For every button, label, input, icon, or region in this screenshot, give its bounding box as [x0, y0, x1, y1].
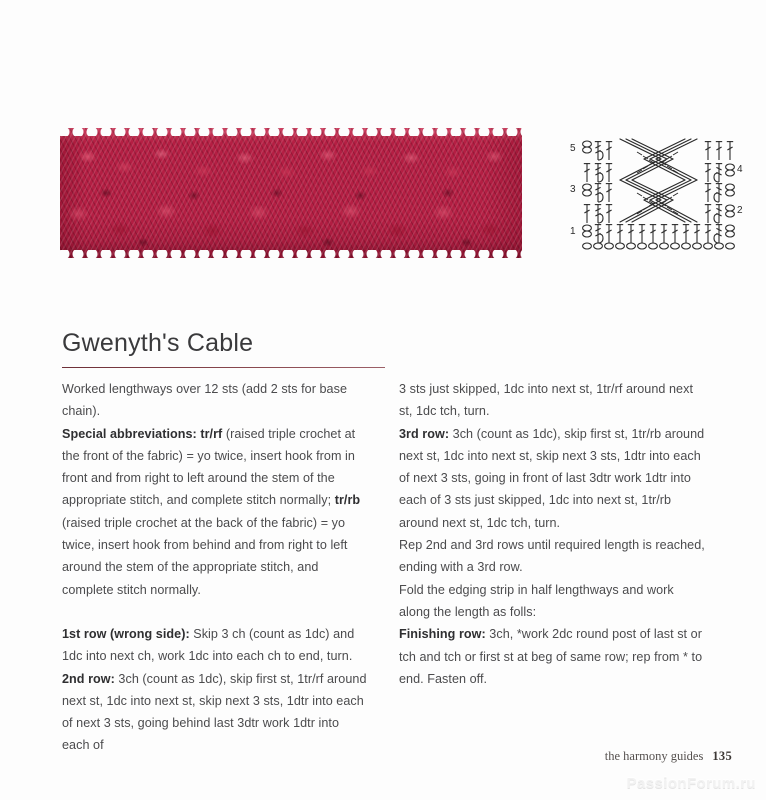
watermark: PassionForum.ru [626, 775, 756, 792]
finishing-row-lead: Finishing row: [399, 627, 486, 642]
finishing-row-text: 3ch, *work 2dc round post of last st or tch and tch or first st at beg of same row; rep from * to end. Fasten off. [399, 627, 703, 686]
page-title: Gwenyth's Cable [62, 329, 254, 357]
row-3-text: 3ch (count as 1dc), skip first st, 1tr/rb around next st, 1dc into next st, skip next 3 sts, 1dtr into each of next 3 sts, going in front of last 3dtr work 1dtr into each of 3 sts just skipped, 1dc into next st, 1tr/rb around next st, 1dc tch, turn. [399, 426, 705, 530]
chart-row-labels-left [570, 143, 576, 237]
chart-row-labels-right [737, 164, 743, 216]
chart-label-5: 5 [570, 143, 576, 154]
row-2-continued-text: 3 sts just skipped, 1dc into next st, 1tr/rf around next st, 1dc tch, turn. [399, 382, 694, 419]
paragraph-fold [399, 579, 706, 624]
paragraph-special-abbreviations [62, 423, 369, 601]
footer [605, 749, 732, 764]
chart-label-4: 4 [737, 164, 743, 175]
special-abbr-text2: (raised triple crochet at the back of the fabric) = yo twice, insert hook from behind and from right to left around the stem of the appropriate stitch, and complete stitch normally. [62, 515, 348, 597]
paragraph-intro [62, 378, 369, 423]
book-title: the harmony guides [604, 749, 704, 763]
title-block [62, 330, 387, 368]
repeat-text: Rep 2nd and 3rd rows until required length is reached, ending with a 3rd row. [399, 538, 705, 575]
title-divider [62, 367, 385, 369]
special-abbr-lead2: tr/rb [334, 493, 361, 508]
left-column [62, 378, 369, 757]
row-3-lead: 3rd row: [399, 426, 450, 441]
row-2-text: 3ch (count as 1dc), skip first st, 1tr/rf around next st, 1dc into next st, skip next 3 sts, 1dtr into each of next 3 sts, going behind last 3dtr work 1dtr into each of [62, 671, 367, 753]
chart-label-1: 1 [570, 226, 576, 237]
paragraph-row-1 [62, 623, 369, 668]
row-1-text: Skip 3 ch (count as 1dc) and 1dc into next ch, work 1dc into each ch to end, turn. [62, 626, 355, 664]
paragraph-repeat [399, 534, 706, 579]
chart-svg [565, 130, 750, 252]
special-abbr-lead: Special abbreviations: tr/rf [62, 426, 223, 441]
right-column [399, 378, 706, 757]
intro-text: Worked lengthways over 12 sts (add 2 sts for base chain). [62, 382, 348, 419]
paragraph-finishing-row [399, 623, 706, 690]
paragraph-row-2-continued [399, 378, 706, 423]
paragraph-row-3 [399, 423, 706, 534]
paragraph-row-2 [62, 668, 369, 757]
chart-label-2: 2 [737, 205, 743, 216]
row-1-lead: 1st row (wrong side): [62, 626, 190, 641]
page-number: 135 [712, 749, 732, 763]
chart-label-3: 3 [570, 184, 576, 195]
crochet-swatch-photo [60, 128, 522, 258]
crochet-stitch-diagram [565, 130, 750, 252]
fold-text: Fold the edging strip in half lengthways and work along the length as folls: [399, 582, 674, 619]
swatch-texture [60, 128, 522, 258]
special-abbr-text: (raised triple crochet at the front of the fabric) = yo twice, insert hook from in front and from right to left around the stem of the appropriate stitch, and complete stitch normally; [62, 426, 356, 508]
instructions-columns [62, 378, 706, 757]
row-2-lead: 2nd row: [62, 671, 115, 686]
chart-symbols [583, 139, 735, 249]
